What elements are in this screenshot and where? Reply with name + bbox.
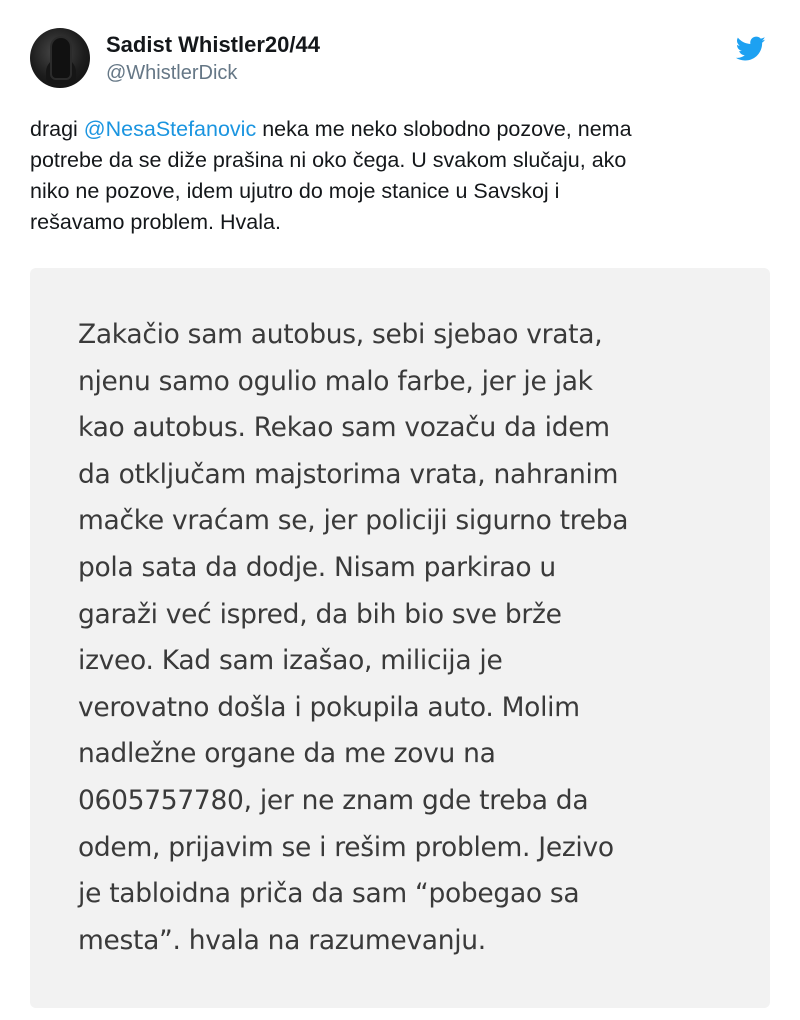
- image-note-text: [78, 312, 758, 964]
- tweet-text: [30, 114, 765, 238]
- author-handle[interactable]: @WhistlerDick: [106, 62, 238, 84]
- image-note-line: da otključam majstorima vrata, nahranim: [78, 458, 619, 490]
- attached-image[interactable]: [30, 268, 770, 1008]
- image-note-line: nadležne organe da me zovu na: [78, 738, 496, 770]
- tweet-header: [30, 28, 770, 92]
- image-note-line: je tabloidna priča da sam “pobegao sa: [78, 878, 580, 910]
- author-block: [106, 32, 320, 86]
- tweet-text-prefix: dragi: [30, 117, 84, 141]
- tweet-text-line1: neka me neko slobodno pozove, nema: [256, 117, 632, 141]
- mention-link[interactable]: @NesaStefanovic: [83, 117, 257, 141]
- image-note-line: 0605757780, jer ne znam gde treba da: [78, 784, 589, 816]
- image-note-line: kao autobus. Rekao sam vozaču da idem: [78, 412, 610, 444]
- image-note-line: mesta”. hvala na razumevanju.: [78, 924, 486, 956]
- tweet-text-line3: niko ne pozove, idem ujutro do moje stanice u Savskoj i: [30, 179, 560, 203]
- image-note-line: odem, prijavim se i rešim problem. Jezivo: [78, 831, 614, 863]
- tweet-text-line2: potrebe da se diže prašina ni oko čega. U svakom slučaju, ako: [30, 148, 627, 172]
- image-note-line: mačke vraćam se, jer policiji sigurno treba: [78, 505, 629, 537]
- image-note-line: izveo. Kad sam izašao, milicija je: [78, 645, 503, 677]
- image-note-line: garaži već ispred, da bih bio sve brže: [78, 598, 562, 630]
- image-note-line: pola sata da dodje. Nisam parkirao u: [78, 551, 556, 583]
- image-note-line: verovatno došla i pokupila auto. Molim: [78, 691, 580, 723]
- tweet-text-line4: rešavamo problem. Hvala.: [30, 210, 281, 234]
- avatar[interactable]: [30, 28, 90, 88]
- twitter-bird-icon[interactable]: [736, 36, 766, 62]
- image-note-line: njenu samo ogulio malo farbe, jer je jak: [78, 365, 593, 397]
- author-display-name[interactable]: Sadist Whistler20/44: [106, 32, 320, 57]
- image-note-line: Zakačio sam autobus, sebi sjebao vrata,: [78, 319, 603, 350]
